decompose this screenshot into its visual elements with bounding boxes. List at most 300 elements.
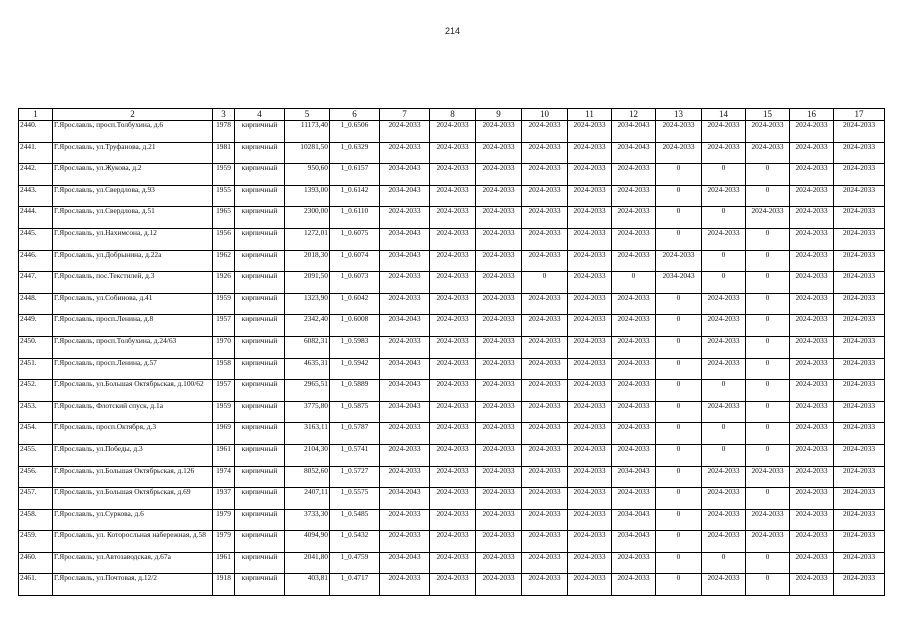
- cell-period-col10: 0: [522, 272, 568, 294]
- cell-area: 1323,90: [285, 293, 330, 315]
- cell-year-built: 1926: [213, 272, 235, 294]
- table-row: [19, 444, 885, 466]
- cell-row-number: 2457.: [19, 488, 53, 510]
- cell-period-col16: 2024-2033: [790, 574, 834, 596]
- cell-year-built: 1961: [213, 444, 235, 466]
- cell-period-col17: 2024-2033: [834, 380, 885, 402]
- cell-year-built: 1959: [213, 164, 235, 186]
- cell-period-col12: 2024-2033: [612, 207, 656, 229]
- cell-period-col13: 0: [656, 444, 702, 466]
- cell-period-col9: 2024-2033: [476, 142, 522, 164]
- cell-code: 1_0.6074: [330, 250, 380, 272]
- cell-period-col16: 2024-2033: [790, 228, 834, 250]
- cell-period-col8: 2024-2033: [430, 444, 476, 466]
- cell-period-col7: 2024-2033: [380, 444, 430, 466]
- cell-period-col12: 2024-2033: [612, 423, 656, 445]
- cell-address: Г.Ярославль, ул.Большая Октябрьская, д.126: [53, 466, 213, 488]
- cell-year-built: 1970: [213, 336, 235, 358]
- cell-period-col10: 2024-2033: [522, 336, 568, 358]
- cell-period-col13: 0: [656, 509, 702, 531]
- cell-code: 1_0.6008: [330, 315, 380, 337]
- cell-row-number: 2446.: [19, 250, 53, 272]
- cell-row-number: 2454.: [19, 423, 53, 445]
- cell-period-col10: 2024-2033: [522, 228, 568, 250]
- cell-area: 10281,50: [285, 142, 330, 164]
- cell-period-col14: 0: [702, 164, 746, 186]
- column-header-17: 17: [834, 109, 885, 121]
- table-header-row: [19, 109, 885, 121]
- cell-period-col13: 0: [656, 466, 702, 488]
- cell-period-col10: 2024-2033: [522, 164, 568, 186]
- cell-period-col17: 2024-2033: [834, 293, 885, 315]
- cell-period-col16: 2024-2033: [790, 488, 834, 510]
- cell-period-col11: 2024-2033: [568, 293, 612, 315]
- cell-period-col10: 2024-2033: [522, 401, 568, 423]
- cell-period-col16: 2024-2033: [790, 164, 834, 186]
- cell-period-col9: 2024-2033: [476, 164, 522, 186]
- cell-period-col12: 2024-2033: [612, 574, 656, 596]
- cell-period-col14: 2024-2033: [702, 488, 746, 510]
- cell-year-built: 1959: [213, 401, 235, 423]
- cell-row-number: 2447.: [19, 272, 53, 294]
- cell-period-col9: 2024-2033: [476, 574, 522, 596]
- cell-period-col13: 0: [656, 574, 702, 596]
- cell-period-col11: 2024-2033: [568, 250, 612, 272]
- cell-address: Г.Ярославль, ул.Победы, д.3: [53, 444, 213, 466]
- cell-period-col7: 2024-2033: [380, 531, 430, 553]
- cell-wall-material: кирпичный: [235, 164, 285, 186]
- column-header-7: 7: [380, 109, 430, 121]
- cell-period-col11: 2024-2033: [568, 552, 612, 574]
- column-header-16: 16: [790, 109, 834, 121]
- cell-period-col14: 0: [702, 250, 746, 272]
- cell-area: 2104,30: [285, 444, 330, 466]
- cell-period-col10: 2024-2033: [522, 380, 568, 402]
- cell-wall-material: кирпичный: [235, 444, 285, 466]
- cell-period-col13: 2024-2033: [656, 142, 702, 164]
- cell-wall-material: кирпичный: [235, 466, 285, 488]
- cell-address: Г.Ярославль, ул.Нахимсона, д.12: [53, 228, 213, 250]
- cell-period-col7: 2024-2033: [380, 293, 430, 315]
- cell-period-col16: 2024-2033: [790, 185, 834, 207]
- cell-period-col12: 2024-2033: [612, 293, 656, 315]
- cell-code: 1_0.6157: [330, 164, 380, 186]
- cell-area: 4635,31: [285, 358, 330, 380]
- cell-period-col13: 0: [656, 164, 702, 186]
- cell-period-col16: 2024-2033: [790, 142, 834, 164]
- cell-period-col13: 2034-2043: [656, 272, 702, 294]
- cell-code: 1_0.6075: [330, 228, 380, 250]
- cell-period-col17: 2024-2033: [834, 272, 885, 294]
- cell-period-col8: 2024-2033: [430, 121, 476, 143]
- cell-period-col12: 2024-2033: [612, 552, 656, 574]
- cell-period-col15: 0: [746, 574, 790, 596]
- cell-period-col16: 2024-2033: [790, 272, 834, 294]
- cell-period-col15: 0: [746, 293, 790, 315]
- cell-period-col7: 2024-2033: [380, 574, 430, 596]
- cell-period-col17: 2024-2033: [834, 358, 885, 380]
- cell-period-col16: 2024-2033: [790, 552, 834, 574]
- cell-period-col15: 0: [746, 336, 790, 358]
- cell-period-col15: 2024-2033: [746, 142, 790, 164]
- table-row: [19, 380, 885, 402]
- table-row: [19, 185, 885, 207]
- table-row: [19, 293, 885, 315]
- cell-wall-material: кирпичный: [235, 423, 285, 445]
- cell-period-col11: 2024-2033: [568, 531, 612, 553]
- cell-period-col14: 2024-2033: [702, 185, 746, 207]
- cell-period-col14: 0: [702, 272, 746, 294]
- table-row: [19, 164, 885, 186]
- cell-period-col12: 2034-2043: [612, 121, 656, 143]
- cell-period-col9: 2024-2033: [476, 466, 522, 488]
- cell-address: Г.Ярославль, ул.Свердлова, д.51: [53, 207, 213, 229]
- cell-year-built: 1918: [213, 574, 235, 596]
- column-header-14: 14: [702, 109, 746, 121]
- cell-code: 1_0.6042: [330, 293, 380, 315]
- cell-period-col8: 2024-2033: [430, 185, 476, 207]
- cell-period-col14: 2024-2033: [702, 531, 746, 553]
- cell-year-built: 1981: [213, 142, 235, 164]
- cell-period-col14: 0: [702, 380, 746, 402]
- cell-period-col11: 2024-2033: [568, 574, 612, 596]
- cell-period-col7: 2034-2043: [380, 315, 430, 337]
- cell-period-col7: 2034-2043: [380, 488, 430, 510]
- cell-period-col14: 0: [702, 423, 746, 445]
- cell-period-col9: 2024-2033: [476, 401, 522, 423]
- cell-area: 2342,40: [285, 315, 330, 337]
- cell-address: Г.Ярославль, ул.Почтовая, д.12/2: [53, 574, 213, 596]
- cell-period-col9: 2024-2033: [476, 250, 522, 272]
- cell-period-col12: 2024-2033: [612, 315, 656, 337]
- cell-wall-material: кирпичный: [235, 315, 285, 337]
- cell-period-col11: 2024-2033: [568, 358, 612, 380]
- cell-address: Г.Ярославль, ул.Большая Октябрьская, д.69: [53, 488, 213, 510]
- cell-address: Г.Ярославль, ул.Свердлова, д.93: [53, 185, 213, 207]
- cell-period-col7: 2034-2043: [380, 358, 430, 380]
- cell-period-col15: 0: [746, 380, 790, 402]
- cell-period-col9: 2024-2033: [476, 423, 522, 445]
- table-row: [19, 250, 885, 272]
- cell-wall-material: кирпичный: [235, 552, 285, 574]
- table-row: [19, 358, 885, 380]
- table-row: [19, 509, 885, 531]
- cell-area: 3733,30: [285, 509, 330, 531]
- cell-area: 11173,40: [285, 121, 330, 143]
- cell-period-col15: 0: [746, 315, 790, 337]
- cell-period-col8: 2024-2033: [430, 380, 476, 402]
- table-row: [19, 531, 885, 553]
- cell-year-built: 1979: [213, 531, 235, 553]
- cell-period-col8: 2024-2033: [430, 466, 476, 488]
- column-header-5: 5: [285, 109, 330, 121]
- cell-period-col17: 2024-2033: [834, 552, 885, 574]
- cell-period-col7: 2034-2043: [380, 228, 430, 250]
- column-header-2: 2: [53, 109, 213, 121]
- cell-period-col13: 0: [656, 531, 702, 553]
- cell-period-col10: 2024-2033: [522, 315, 568, 337]
- cell-period-col10: 2024-2033: [522, 552, 568, 574]
- cell-address: Г.Ярославль, ул. Которосльная набережная, д.58: [53, 531, 213, 553]
- column-header-11: 11: [568, 109, 612, 121]
- cell-period-col17: 2024-2033: [834, 531, 885, 553]
- cell-address: Г.Ярославль, пос.Текстилей, д.3: [53, 272, 213, 294]
- cell-period-col11: 2024-2033: [568, 228, 612, 250]
- cell-period-col8: 2024-2033: [430, 401, 476, 423]
- cell-row-number: 2452.: [19, 380, 53, 402]
- cell-period-col11: 2024-2033: [568, 272, 612, 294]
- cell-area: 2407,11: [285, 488, 330, 510]
- cell-period-col9: 2024-2033: [476, 509, 522, 531]
- cell-period-col9: 2024-2033: [476, 552, 522, 574]
- cell-period-col14: 2024-2033: [702, 121, 746, 143]
- cell-period-col17: 2024-2033: [834, 142, 885, 164]
- cell-period-col9: 2024-2033: [476, 272, 522, 294]
- cell-period-col17: 2024-2033: [834, 121, 885, 143]
- cell-period-col15: 2024-2033: [746, 121, 790, 143]
- cell-period-col14: 2024-2033: [702, 293, 746, 315]
- cell-period-col12: 2024-2033: [612, 488, 656, 510]
- cell-period-col14: 2024-2033: [702, 466, 746, 488]
- cell-period-col7: 2024-2033: [380, 423, 430, 445]
- cell-address: Г.Ярославль, просп.Октября, д.3: [53, 423, 213, 445]
- cell-period-col14: 2024-2033: [702, 336, 746, 358]
- cell-period-col15: 0: [746, 358, 790, 380]
- cell-area: 4094,90: [285, 531, 330, 553]
- table-row: [19, 336, 885, 358]
- cell-period-col12: 2034-2043: [612, 531, 656, 553]
- cell-period-col16: 2024-2033: [790, 315, 834, 337]
- cell-period-col11: 2024-2033: [568, 207, 612, 229]
- cell-year-built: 1962: [213, 250, 235, 272]
- cell-period-col17: 2024-2033: [834, 185, 885, 207]
- cell-period-col11: 2024-2033: [568, 315, 612, 337]
- cell-period-col17: 2024-2033: [834, 488, 885, 510]
- cell-code: 1_0.4717: [330, 574, 380, 596]
- cell-row-number: 2445.: [19, 228, 53, 250]
- column-header-1: 1: [19, 109, 53, 121]
- cell-row-number: 2458.: [19, 509, 53, 531]
- cell-period-col14: 2024-2033: [702, 142, 746, 164]
- cell-period-col8: 2024-2033: [430, 574, 476, 596]
- cell-year-built: 1959: [213, 293, 235, 315]
- cell-period-col8: 2024-2033: [430, 164, 476, 186]
- cell-address: Г.Ярославль, ул.Труфанова, д.21: [53, 142, 213, 164]
- cell-period-col16: 2024-2033: [790, 401, 834, 423]
- cell-wall-material: кирпичный: [235, 380, 285, 402]
- cell-period-col17: 2024-2033: [834, 228, 885, 250]
- cell-code: 1_0.5875: [330, 401, 380, 423]
- cell-code: 1_0.5942: [330, 358, 380, 380]
- cell-period-col13: 0: [656, 336, 702, 358]
- cell-period-col8: 2024-2033: [430, 228, 476, 250]
- cell-period-col7: 2034-2043: [380, 185, 430, 207]
- cell-period-col7: 2024-2033: [380, 142, 430, 164]
- cell-period-col12: 2034-2043: [612, 466, 656, 488]
- cell-period-col17: 2024-2033: [834, 250, 885, 272]
- cell-period-col17: 2024-2033: [834, 336, 885, 358]
- cell-wall-material: кирпичный: [235, 185, 285, 207]
- building-schedule-table: [18, 108, 885, 596]
- cell-code: 1_0.5983: [330, 336, 380, 358]
- cell-code: 1_0.5787: [330, 423, 380, 445]
- cell-period-col8: 2024-2033: [430, 488, 476, 510]
- cell-period-col10: 2024-2033: [522, 121, 568, 143]
- cell-period-col16: 2024-2033: [790, 358, 834, 380]
- cell-wall-material: кирпичный: [235, 574, 285, 596]
- cell-period-col17: 2024-2033: [834, 423, 885, 445]
- cell-address: Г.Ярославль, Флотский спуск, д.1а: [53, 401, 213, 423]
- table-row: [19, 142, 885, 164]
- cell-period-col10: 2024-2033: [522, 509, 568, 531]
- cell-code: 1_0.5741: [330, 444, 380, 466]
- cell-period-col15: 0: [746, 250, 790, 272]
- cell-period-col9: 2024-2033: [476, 488, 522, 510]
- cell-period-col11: 2024-2033: [568, 121, 612, 143]
- cell-area: 8052,60: [285, 466, 330, 488]
- cell-period-col17: 2024-2033: [834, 207, 885, 229]
- cell-period-col11: 2024-2033: [568, 336, 612, 358]
- cell-area: 950,60: [285, 164, 330, 186]
- cell-row-number: 2448.: [19, 293, 53, 315]
- column-header-15: 15: [746, 109, 790, 121]
- cell-period-col16: 2024-2033: [790, 423, 834, 445]
- cell-period-col7: 2024-2033: [380, 272, 430, 294]
- cell-address: Г.Ярославль, ул.Жукова, д.2: [53, 164, 213, 186]
- cell-period-col10: 2024-2033: [522, 293, 568, 315]
- cell-wall-material: кирпичный: [235, 531, 285, 553]
- cell-area: 2018,30: [285, 250, 330, 272]
- cell-area: 3163,11: [285, 423, 330, 445]
- cell-period-col8: 2024-2033: [430, 509, 476, 531]
- cell-year-built: 1955: [213, 185, 235, 207]
- cell-period-col12: 2024-2033: [612, 380, 656, 402]
- cell-period-col15: 2024-2033: [746, 466, 790, 488]
- cell-year-built: 1957: [213, 315, 235, 337]
- cell-period-col11: 2024-2033: [568, 142, 612, 164]
- cell-period-col9: 2024-2033: [476, 228, 522, 250]
- cell-period-col10: 2024-2033: [522, 466, 568, 488]
- cell-wall-material: кирпичный: [235, 250, 285, 272]
- column-header-3: 3: [213, 109, 235, 121]
- cell-period-col13: 0: [656, 185, 702, 207]
- cell-row-number: 2455.: [19, 444, 53, 466]
- cell-wall-material: кирпичный: [235, 401, 285, 423]
- cell-period-col11: 2024-2033: [568, 509, 612, 531]
- cell-row-number: 2456.: [19, 466, 53, 488]
- cell-period-col14: 0: [702, 444, 746, 466]
- table-row: [19, 552, 885, 574]
- table-row: [19, 228, 885, 250]
- cell-period-col13: 0: [656, 401, 702, 423]
- cell-period-col13: 0: [656, 315, 702, 337]
- cell-wall-material: кирпичный: [235, 142, 285, 164]
- cell-row-number: 2443.: [19, 185, 53, 207]
- cell-row-number: 2444.: [19, 207, 53, 229]
- table-row: [19, 207, 885, 229]
- cell-period-col15: 0: [746, 444, 790, 466]
- cell-period-col12: 2024-2033: [612, 401, 656, 423]
- cell-period-col15: 0: [746, 164, 790, 186]
- column-header-13: 13: [656, 109, 702, 121]
- cell-period-col7: 2034-2043: [380, 401, 430, 423]
- column-header-9: 9: [476, 109, 522, 121]
- cell-period-col15: 0: [746, 228, 790, 250]
- cell-year-built: 1956: [213, 228, 235, 250]
- cell-period-col15: 2024-2033: [746, 207, 790, 229]
- cell-year-built: 1979: [213, 509, 235, 531]
- cell-address: Г.Ярославль, ул.Суркова, д.6: [53, 509, 213, 531]
- cell-period-col12: 2024-2033: [612, 185, 656, 207]
- cell-period-col12: 2024-2033: [612, 228, 656, 250]
- cell-period-col14: 2024-2033: [702, 358, 746, 380]
- cell-period-col11: 2024-2033: [568, 380, 612, 402]
- cell-period-col7: 2024-2033: [380, 466, 430, 488]
- cell-address: Г.Ярославль, ул.Собинова, д.41: [53, 293, 213, 315]
- cell-code: 1_0.6110: [330, 207, 380, 229]
- cell-period-col12: 2024-2033: [612, 358, 656, 380]
- cell-area: 3775,80: [285, 401, 330, 423]
- cell-period-col16: 2024-2033: [790, 444, 834, 466]
- cell-period-col17: 2024-2033: [834, 444, 885, 466]
- cell-period-col8: 2024-2033: [430, 336, 476, 358]
- cell-year-built: 1974: [213, 466, 235, 488]
- cell-period-col11: 2024-2033: [568, 444, 612, 466]
- cell-period-col17: 2024-2033: [834, 164, 885, 186]
- cell-period-col15: 0: [746, 488, 790, 510]
- cell-period-col12: 0: [612, 272, 656, 294]
- cell-period-col14: 0: [702, 207, 746, 229]
- cell-period-col14: 2024-2033: [702, 574, 746, 596]
- cell-period-col10: 2024-2033: [522, 444, 568, 466]
- cell-row-number: 2440.: [19, 121, 53, 143]
- cell-wall-material: кирпичный: [235, 488, 285, 510]
- cell-year-built: 1937: [213, 488, 235, 510]
- cell-period-col11: 2024-2033: [568, 423, 612, 445]
- cell-period-col11: 2024-2033: [568, 164, 612, 186]
- cell-code: 1_0.5575: [330, 488, 380, 510]
- cell-period-col7: 2034-2043: [380, 164, 430, 186]
- cell-period-col9: 2024-2033: [476, 293, 522, 315]
- cell-row-number: 2460.: [19, 552, 53, 574]
- cell-code: 1_0.5727: [330, 466, 380, 488]
- cell-period-col9: 2024-2033: [476, 380, 522, 402]
- column-header-10: 10: [522, 109, 568, 121]
- cell-area: 2300,00: [285, 207, 330, 229]
- cell-period-col7: 2024-2033: [380, 207, 430, 229]
- column-header-4: 4: [235, 109, 285, 121]
- cell-period-col13: 0: [656, 293, 702, 315]
- column-header-12: 12: [612, 109, 656, 121]
- cell-period-col10: 2024-2033: [522, 207, 568, 229]
- cell-year-built: 1978: [213, 121, 235, 143]
- cell-period-col8: 2024-2033: [430, 552, 476, 574]
- cell-period-col7: 2034-2043: [380, 380, 430, 402]
- column-header-8: 8: [430, 109, 476, 121]
- cell-period-col16: 2024-2033: [790, 121, 834, 143]
- cell-wall-material: кирпичный: [235, 272, 285, 294]
- cell-period-col10: 2024-2033: [522, 574, 568, 596]
- cell-period-col15: 0: [746, 401, 790, 423]
- cell-year-built: 1961: [213, 552, 235, 574]
- cell-period-col13: 0: [656, 488, 702, 510]
- cell-row-number: 2453.: [19, 401, 53, 423]
- cell-period-col8: 2024-2033: [430, 358, 476, 380]
- cell-area: 1393,00: [285, 185, 330, 207]
- cell-period-col17: 2024-2033: [834, 401, 885, 423]
- cell-period-col16: 2024-2033: [790, 207, 834, 229]
- cell-period-col17: 2024-2033: [834, 315, 885, 337]
